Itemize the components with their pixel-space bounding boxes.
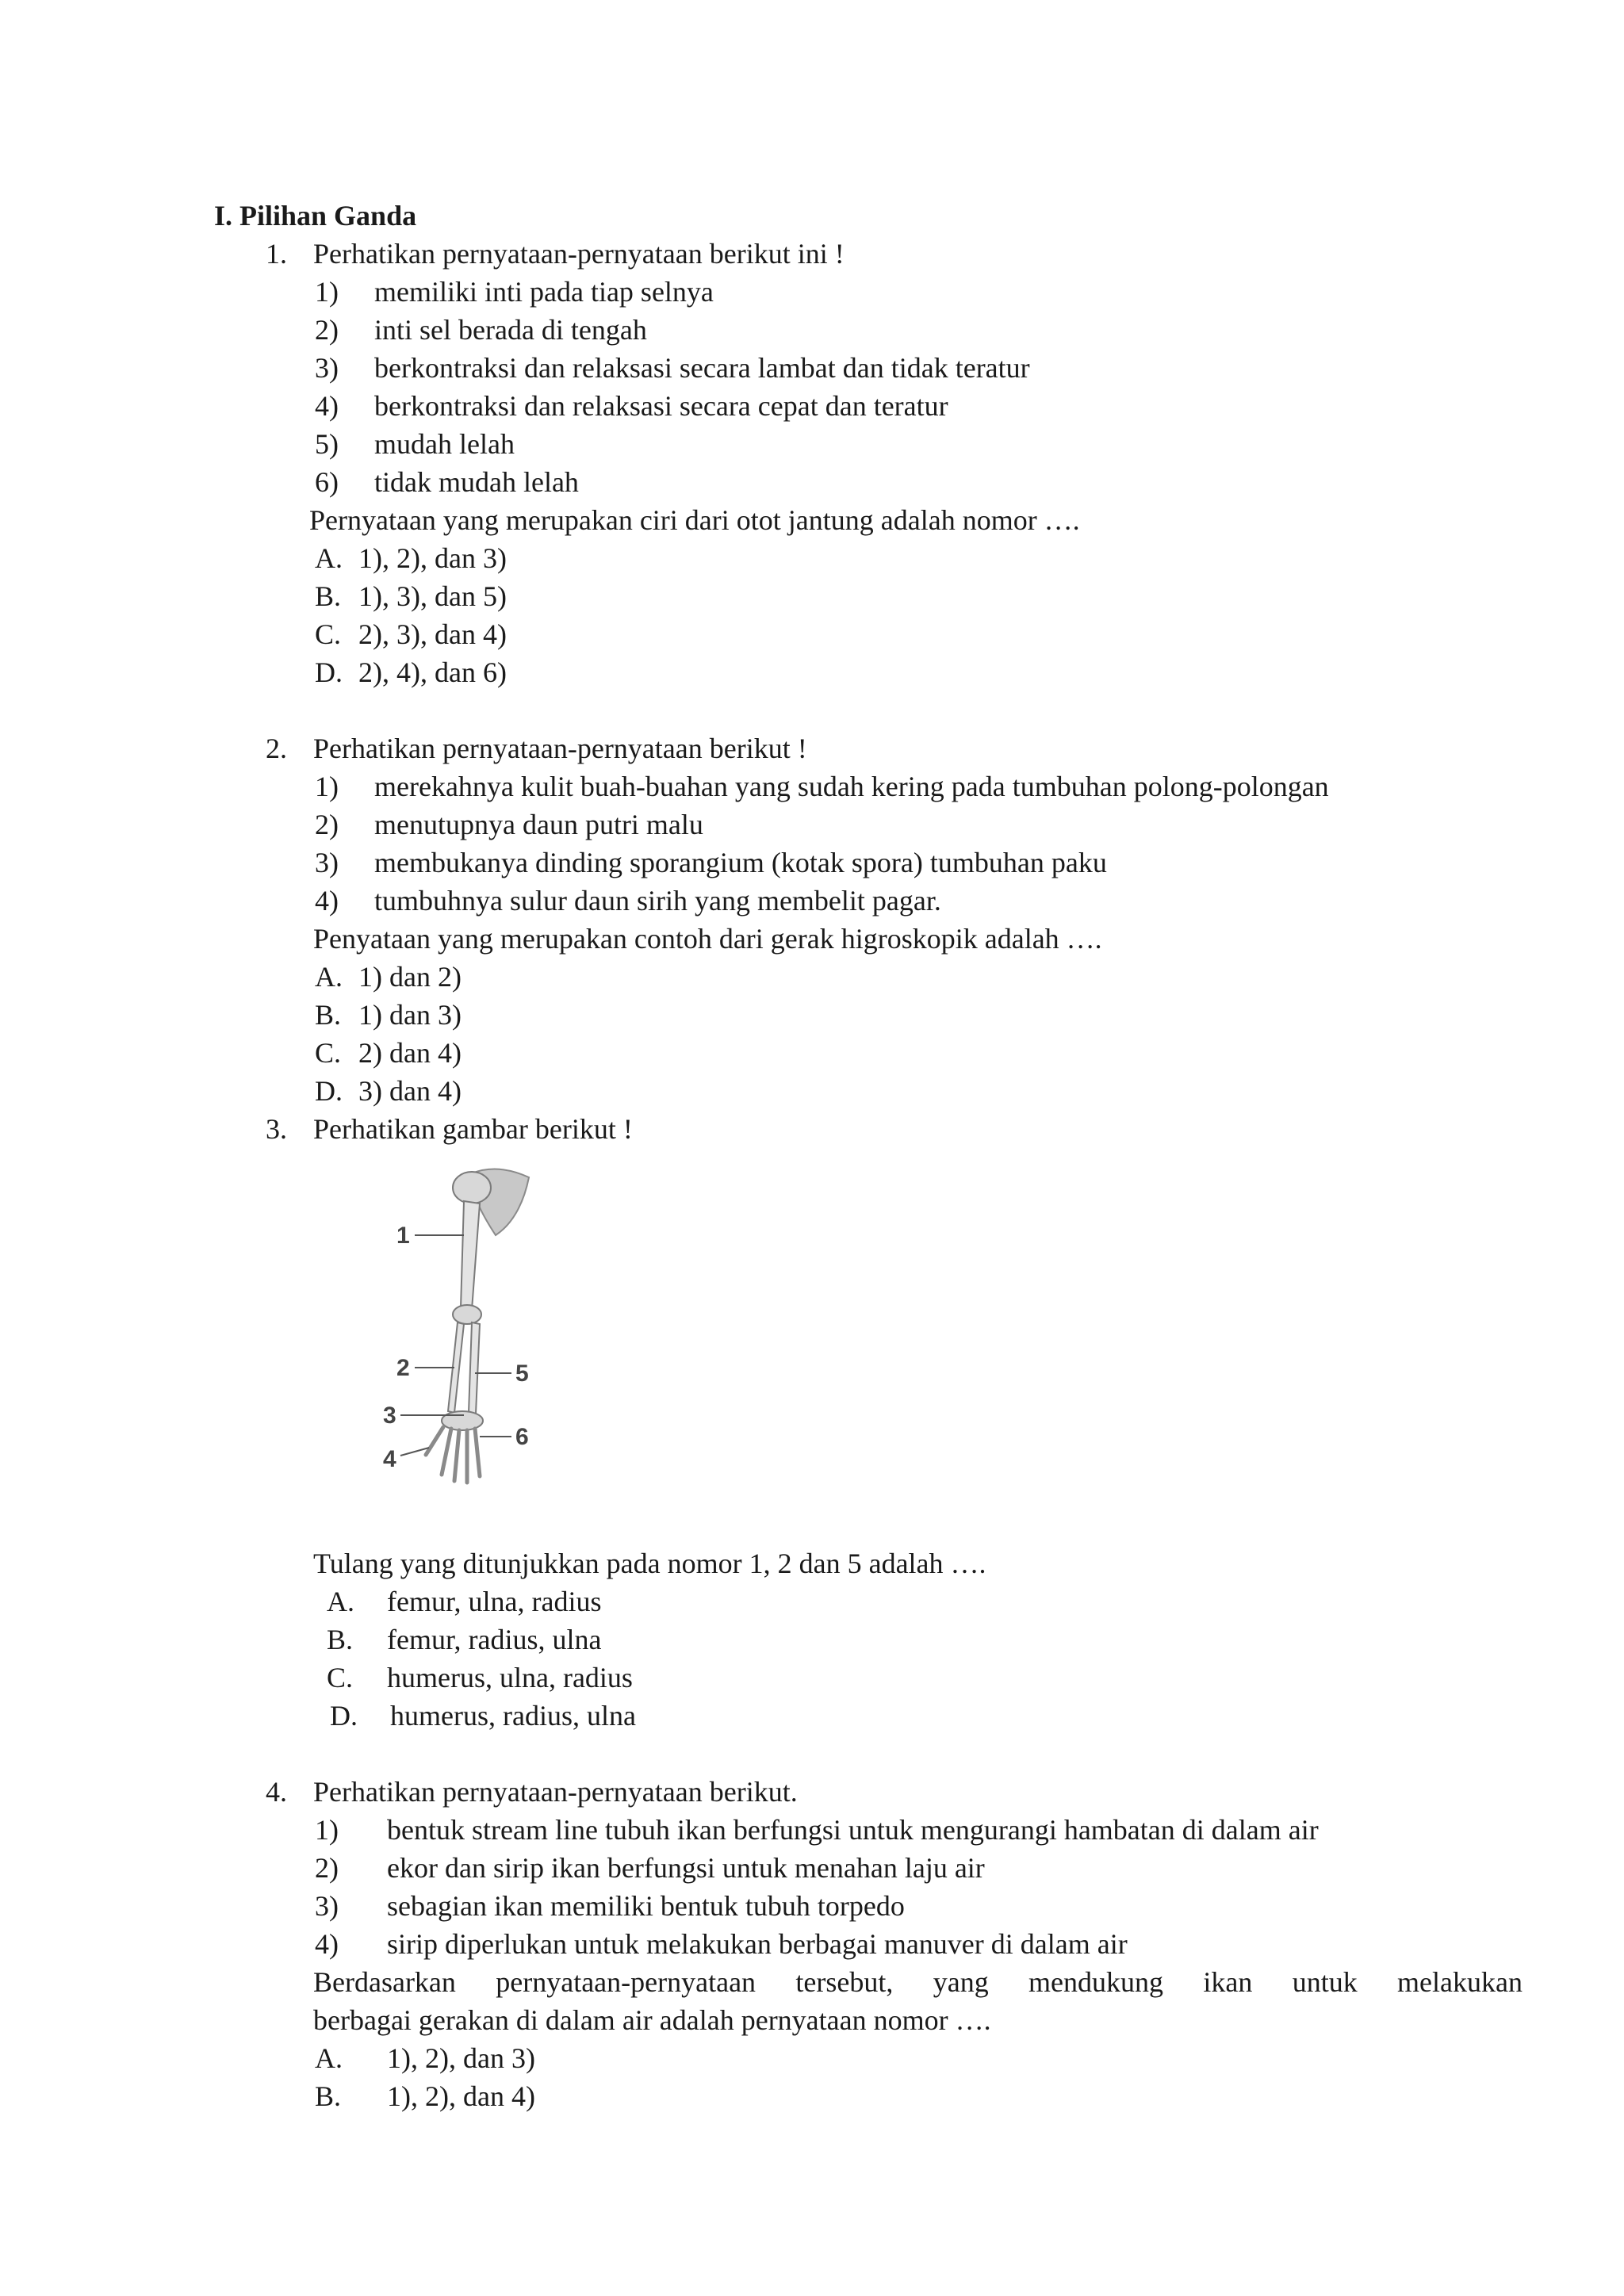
option-label: D. [315, 1075, 343, 1107]
statement-text: ekor dan sirip ikan berfungsi untuk menahan laju air [387, 1852, 985, 1884]
option-label: B. [315, 2080, 342, 2112]
figure-label-1: 1 [396, 1223, 410, 1249]
statement-label: 4) [315, 885, 339, 916]
figure-label-6: 6 [515, 1424, 529, 1450]
option-text: 2) dan 4) [358, 1037, 462, 1069]
section-title: I. Pilihan Ganda [214, 200, 417, 232]
option-label: B. [315, 580, 342, 612]
question-text: Penyataan yang merupakan contoh dari gerak higroskopik adalah …. [313, 923, 1102, 955]
statement-text: bentuk stream line tubuh ikan berfungsi untuk mengurangi hambatan di dalam air [387, 1814, 1319, 1846]
statement-label: 3) [315, 352, 339, 384]
statement-text: tumbuhnya sulur daun sirih yang membelit pagar. [374, 885, 941, 916]
option-text: humerus, radius, ulna [390, 1700, 636, 1732]
statement-text: memiliki inti pada tiap selnya [374, 276, 714, 308]
statement-text: mudah lelah [374, 428, 515, 460]
hand-bones [426, 1411, 483, 1483]
question-text: Pernyataan yang merupakan ciri dari otot jantung adalah nomor …. [309, 504, 1080, 536]
option-text: femur, ulna, radius [387, 1586, 602, 1617]
option-text: humerus, ulna, radius [387, 1662, 633, 1693]
statement-label: 2) [315, 809, 339, 840]
statement-label: 1) [315, 276, 339, 308]
statement-label: 3) [315, 1890, 339, 1922]
statement-label: 5) [315, 428, 339, 460]
option-label: B. [327, 1624, 354, 1655]
option-label: C. [315, 1037, 342, 1069]
option-text: 3) dan 4) [358, 1075, 462, 1107]
option-label: A. [315, 961, 343, 993]
option-label: A. [327, 1586, 354, 1617]
statement-text: menutupnya daun putri malu [374, 809, 703, 840]
statement-text: merekahnya kulit buah-buahan yang sudah kering pada tumbuhan polong-polongan [374, 771, 1329, 802]
statement-text: tidak mudah lelah [374, 466, 579, 498]
option-label: A. [315, 2042, 343, 2074]
arm-skeleton-figure [353, 1142, 559, 1506]
statement-text: sebagian ikan memiliki bentuk tubuh torpedo [387, 1890, 905, 1922]
option-text: 1), 2), dan 3) [387, 2042, 535, 2074]
option-label: A. [315, 542, 343, 574]
option-text: 2), 3), dan 4) [358, 618, 507, 650]
option-text: femur, radius, ulna [387, 1624, 602, 1655]
question-prompt: Perhatikan pernyataan-pernyataan berikut. [313, 1776, 798, 1808]
option-text: 1), 2), dan 3) [358, 542, 507, 574]
option-text: 1) dan 2) [358, 961, 462, 993]
question-text: Tulang yang ditunjukkan pada nomor 1, 2 dan 5 adalah …. [313, 1548, 986, 1579]
option-label: B. [315, 999, 342, 1031]
figure-label-4: 4 [383, 1446, 396, 1472]
question-number: 4. [266, 1776, 287, 1808]
option-text: 1) dan 3) [358, 999, 462, 1031]
option-label: C. [327, 1662, 354, 1693]
statement-label: 4) [315, 1928, 339, 1960]
question-text-line-2: berbagai gerakan di dalam air adalah pernyataan nomor …. [313, 2004, 991, 2036]
question-prompt: Perhatikan pernyataan-pernyataan berikut ini ! [313, 238, 845, 270]
statement-text: berkontraksi dan relaksasi secara lambat dan tidak teratur [374, 352, 1030, 384]
statement-text: sirip diperlukan untuk melakukan berbagai manuver di dalam air [387, 1928, 1128, 1960]
question-prompt: Perhatikan pernyataan-pernyataan berikut ! [313, 733, 807, 764]
option-label: D. [330, 1700, 358, 1732]
question-number: 3. [266, 1113, 287, 1145]
figure-label-3: 3 [383, 1402, 396, 1429]
statement-label: 3) [315, 847, 339, 878]
statement-text: membukanya dinding sporangium (kotak spora) tumbuhan paku [374, 847, 1107, 878]
question-number: 1. [266, 238, 287, 270]
statement-label: 2) [315, 1852, 339, 1884]
option-label: C. [315, 618, 342, 650]
figure-label-2: 2 [396, 1355, 410, 1381]
question-prompt: Perhatikan gambar berikut ! [313, 1113, 633, 1145]
option-text: 1), 2), dan 4) [387, 2080, 535, 2112]
humerus-bone [453, 1172, 491, 1324]
statement-label: 4) [315, 390, 339, 422]
statement-label: 1) [315, 771, 339, 802]
option-text: 2), 4), dan 6) [358, 656, 507, 688]
question-number: 2. [266, 733, 287, 764]
option-label: D. [315, 656, 343, 688]
statement-text: berkontraksi dan relaksasi secara cepat dan teratur [374, 390, 948, 422]
figure-label-5: 5 [515, 1360, 529, 1387]
statement-label: 2) [315, 314, 339, 346]
statement-label: 6) [315, 466, 339, 498]
statement-text: inti sel berada di tengah [374, 314, 647, 346]
question-text-line-1: Berdasarkan pernyataan-pernyataan tersebut, yang mendukung ikan untuk melakukan [313, 1966, 1522, 1998]
option-text: 1), 3), dan 5) [358, 580, 507, 612]
statement-label: 1) [315, 1814, 339, 1846]
